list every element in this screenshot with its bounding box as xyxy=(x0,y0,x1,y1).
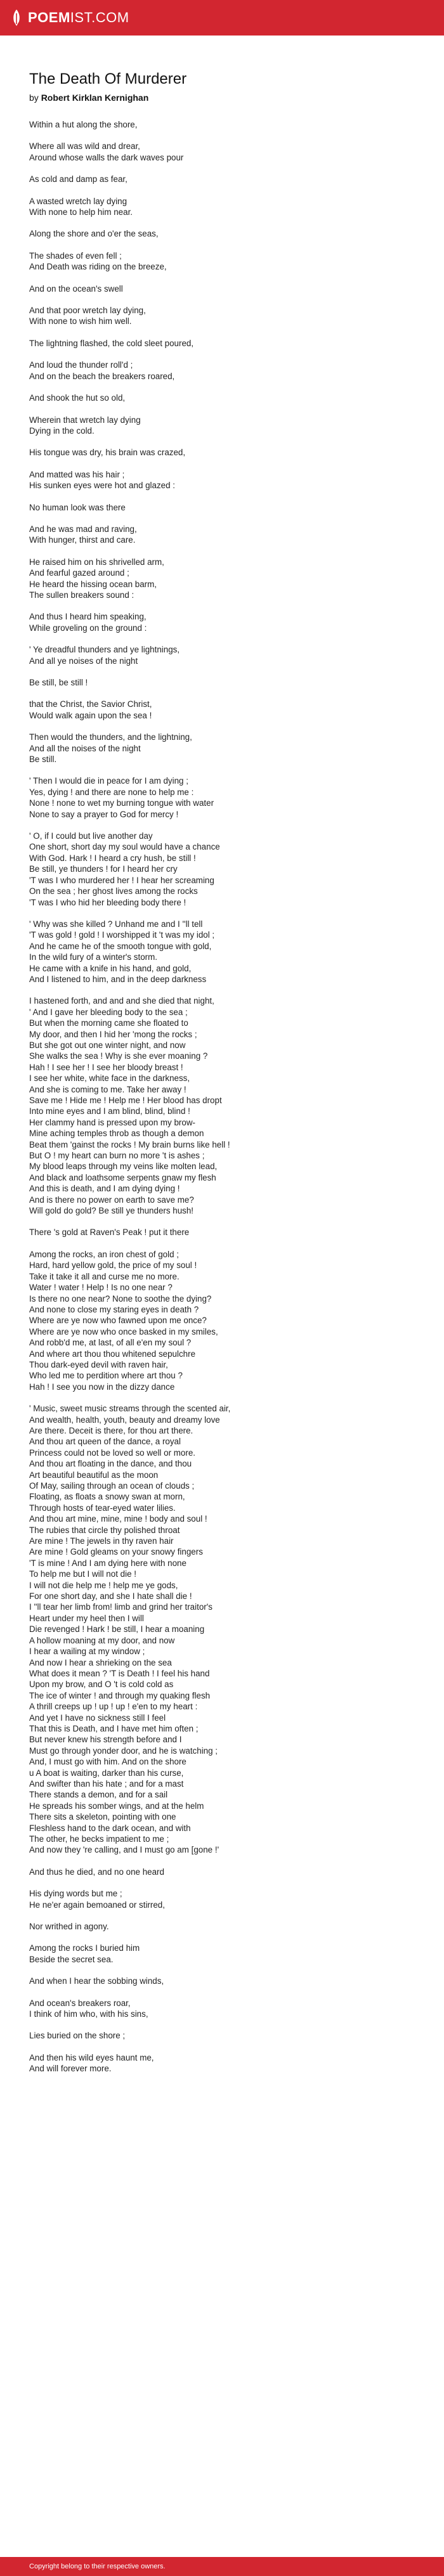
poem-line: With none to help him near. xyxy=(29,207,133,217)
stanza xyxy=(29,1921,415,1932)
poem-line: And none to close my staring eyes in death ? xyxy=(29,1304,199,1314)
stanza xyxy=(29,831,415,908)
poem-line: And where art thou thou whitened sepulchre xyxy=(29,1349,196,1359)
poem-line: Hah ! I see you now in the dizzy dance xyxy=(29,1382,175,1392)
stanza xyxy=(29,502,415,513)
poem-line: None ! none to wet my burning tongue with water xyxy=(29,798,214,808)
poem-line: Among the rocks, an iron chest of gold ; xyxy=(29,1249,179,1259)
poem-line: Take it take it all and curse me no more. xyxy=(29,1271,180,1281)
poem-line: Hah ! I see her ! I see her bloody breast ! xyxy=(29,1062,183,1072)
poem-line: And I listened to him, and in the deep darkness xyxy=(29,974,207,984)
poem-line: Through hosts of tear-eyed water lilies. xyxy=(29,1503,176,1513)
poem-line: And now I hear a shrieking on the sea xyxy=(29,1657,172,1667)
poem-line: With God. Hark ! I heard a cry hush, be still ! xyxy=(29,853,196,863)
poem-line: Is there no one near? None to soothe the dying? xyxy=(29,1293,212,1304)
poem-line: Are there. Deceit is there, for thou art there. xyxy=(29,1425,193,1435)
poem-line: Are mine ! The jewels in thy raven hair xyxy=(29,1536,174,1546)
poem-line: And thou art queen of the dance, a royal xyxy=(29,1437,181,1447)
poem-line: And on the ocean's swell xyxy=(29,283,123,294)
poem-line: I hear a wailing at my window ; xyxy=(29,1647,145,1657)
stanza xyxy=(29,338,415,349)
poem-line: Into mine eyes and I am blind, blind, blind ! xyxy=(29,1106,190,1116)
stanza xyxy=(29,469,415,491)
poem-line: And she is coming to me. Take her away ! xyxy=(29,1084,186,1094)
stanza xyxy=(29,995,415,1216)
poem-line: Along the shore and o'er the seas, xyxy=(29,229,159,239)
poem-line: And robb'd me, at last, of all e'en my soul ? xyxy=(29,1338,192,1348)
poem-line: Her clammy hand is pressed upon my brow- xyxy=(29,1117,195,1127)
poem-line: And shook the hut so old, xyxy=(29,393,126,403)
poem-line: Wherein that wretch lay dying xyxy=(29,415,141,425)
stanza xyxy=(29,119,415,130)
poem-line: Be still. xyxy=(29,754,57,765)
poem-line: u A boat is waiting, darker than his curse, xyxy=(29,1768,184,1778)
stanza xyxy=(29,644,415,666)
poem-line: Floating, as floats a snowy swan at morn, xyxy=(29,1492,185,1502)
stanza xyxy=(29,1888,415,1910)
poem-line: There stands a demon, and for a sail xyxy=(29,1790,168,1800)
poem-line: And yet I have no sickness still I feel xyxy=(29,1712,166,1723)
poem-line: And all ye noises of the night xyxy=(29,656,138,666)
poem-line: But never knew his strength before and I xyxy=(29,1735,182,1745)
poem-line: He spreads his somber wings, and at the helm xyxy=(29,1801,204,1811)
stanza xyxy=(29,1943,415,1965)
poem-line: To help me but I will not die ! xyxy=(29,1569,136,1579)
poem-line: But when the morning came she floated to xyxy=(29,1018,188,1028)
author-name: Robert Kirklan Kernighan xyxy=(41,93,149,103)
copyright-text: Copyright belong to their respective owners. xyxy=(29,2563,166,2570)
footer xyxy=(0,2557,444,2576)
poem-line: Must go through yonder door, and he is watching ; xyxy=(29,1745,218,1756)
poem-line: Around whose walls the dark waves pour xyxy=(29,152,184,162)
poem-line: 'T was I who murdered her ! I hear her screaming xyxy=(29,875,214,885)
poem-line: That this is Death, and I have met him often ; xyxy=(29,1723,199,1733)
stanza xyxy=(29,524,415,546)
poem-line: There 's gold at Raven's Peak ! put it there xyxy=(29,1227,190,1238)
stanza xyxy=(29,283,415,294)
poem-line: The sullen breakers sound : xyxy=(29,590,134,600)
stanza xyxy=(29,141,415,163)
poem-line: Thou dark-eyed devil with raven hair, xyxy=(29,1359,168,1369)
poem-line: ' Why was she killed ? Unhand me and I ''ll tell xyxy=(29,919,203,929)
stanza xyxy=(29,1976,415,1986)
poem-line: Yes, dying ! and there are none to help me : xyxy=(29,787,194,797)
poem-line: Where are ye now who fawned upon me once? xyxy=(29,1316,207,1326)
poem-line: My door, and then I hid her 'mong the rocks ; xyxy=(29,1029,197,1039)
poem-line: Nor writhed in agony. xyxy=(29,1922,109,1932)
stanza xyxy=(29,415,415,437)
poem-line: 'T was gold ! gold ! I worshipped it 't was my idol ; xyxy=(29,930,215,940)
quill-pen-icon xyxy=(10,9,23,27)
stanza xyxy=(29,196,415,218)
stanza xyxy=(29,1867,415,1877)
poem-line: ' Ye dreadful thunders and ye lightnings, xyxy=(29,645,180,655)
by-label: by xyxy=(29,93,39,103)
poem-line: Where are ye now who once basked in my smiles, xyxy=(29,1326,218,1337)
poem-line: He ne'er again bemoaned or stirred, xyxy=(29,1900,165,1910)
poem-line: His tongue was dry, his brain was crazed, xyxy=(29,448,186,458)
poem-line: 'T was I who hid her bleeding body there ! xyxy=(29,897,186,907)
poem-line: As cold and damp as fear, xyxy=(29,174,127,184)
poem-line: Upon my brow, and O 't is cold cold as xyxy=(29,1680,174,1690)
poem-line: I see her white, white face in the darkness, xyxy=(29,1073,190,1084)
poem-line: His sunken eyes were hot and glazed : xyxy=(29,481,176,491)
poem-line: A thrill creeps up ! up ! up ! e'en to my heart : xyxy=(29,1702,198,1712)
poem-line: And thus he died, and no one heard xyxy=(29,1867,164,1877)
poem-line: Dying in the cold. xyxy=(29,425,95,436)
poem-line: Then would the thunders, and the lightning, xyxy=(29,732,192,742)
poem-line: I hastened forth, and and and she died that night, xyxy=(29,996,214,1006)
stanza xyxy=(29,611,415,633)
poem-line: And wealth, health, youth, beauty and dreamy love xyxy=(29,1414,220,1425)
stanza xyxy=(29,919,415,985)
poem-line: 'T is mine ! And I am dying here with none xyxy=(29,1558,186,1568)
poem-line: Who led me to perdition where art thou ? xyxy=(29,1371,183,1381)
poem-line: One short, short day my soul would have a chance xyxy=(29,842,220,852)
poem-line: And when I hear the sobbing winds, xyxy=(29,1976,164,1986)
stanza xyxy=(29,775,415,820)
logo-text xyxy=(28,10,129,26)
stanza xyxy=(29,732,415,765)
poem-line: And all the noises of the night xyxy=(29,743,141,753)
poem-line: Heart under my heel then I will xyxy=(29,1613,144,1623)
logo-text-strong: POEM xyxy=(28,10,70,25)
poem-line: Fleshless hand to the dark ocean, and with xyxy=(29,1823,191,1833)
poem-line: ' Music, sweet music streams through the scented air, xyxy=(29,1404,231,1414)
byline xyxy=(29,93,415,103)
stanza xyxy=(29,2030,415,2041)
stanza xyxy=(29,557,415,601)
poem-line: And thou art floating in the dance, and thou xyxy=(29,1459,192,1469)
poem-line: And loud the thunder roll'd ; xyxy=(29,360,133,370)
poem-line: Die revenged ! Hark ! be still, I hear a moaning xyxy=(29,1624,205,1634)
poem-line: Will gold do gold? Be still ye thunders hush! xyxy=(29,1206,194,1216)
poem-line: And matted was his hair ; xyxy=(29,469,125,479)
poem-line: What does it mean ? 'T is Death ! I feel his hand xyxy=(29,1668,210,1678)
stanza xyxy=(29,677,415,688)
poem-line: For one short day, and she I hate shall die ! xyxy=(29,1591,192,1602)
poem-line: ' O, if I could but live another day xyxy=(29,831,153,841)
poem-line: On the sea ; her ghost lives among the rocks xyxy=(29,886,198,896)
stanza xyxy=(29,2052,415,2074)
poem-line: Princess could not be loved so well or more. xyxy=(29,1447,195,1458)
stanza xyxy=(29,1227,415,1238)
poem-line: And fearful gazed around ; xyxy=(29,568,129,578)
poem-line: With none to wish him well. xyxy=(29,316,132,327)
poem-line: And, I must go with him. And on the shore xyxy=(29,1757,186,1767)
poem-line: He came with a knife in his hand, and gold, xyxy=(29,963,192,973)
stanza xyxy=(29,1998,415,2020)
poem-line: Would walk again upon the sea ! xyxy=(29,710,152,720)
poem-line: The other, he becks impatient to me ; xyxy=(29,1834,169,1844)
stanza xyxy=(29,305,415,327)
poem-line: The shades of even fell ; xyxy=(29,250,122,261)
stanza xyxy=(29,174,415,184)
poem-line: I ''ll tear her limb from! limb and grind her traitor's xyxy=(29,1602,212,1612)
poem-line: He heard the hissing ocean barm, xyxy=(29,579,157,589)
poem-line: While groveling on the ground : xyxy=(29,623,147,633)
poem-line: Hard, hard yellow gold, the price of my soul ! xyxy=(29,1260,197,1271)
stanza xyxy=(29,1403,415,1856)
poem-line: The ice of winter ! and through my quaking flesh xyxy=(29,1690,211,1700)
poem-line: ' Then I would die in peace for I am dying ; xyxy=(29,776,188,786)
poem-line: And will forever more. xyxy=(29,2064,112,2074)
poem-line: Be still, be still ! xyxy=(29,678,88,687)
poem-line: Among the rocks I buried him xyxy=(29,1943,140,1953)
poem-line: A hollow moaning at my door, and now xyxy=(29,1635,175,1645)
poem-line: And is there no power on earth to save me? xyxy=(29,1194,194,1205)
poem-line: Mine aching temples throb as though a demon xyxy=(29,1129,204,1139)
stanza xyxy=(29,359,415,382)
poem-line: And he was mad and raving, xyxy=(29,524,137,534)
poem-body xyxy=(29,119,415,2074)
poem-line: Beat them 'gainst the rocks ! My brain burns like hell ! xyxy=(29,1139,230,1149)
poem-line: But she got out one winter night, and now xyxy=(29,1040,186,1050)
poem-line: His dying words but me ; xyxy=(29,1889,122,1899)
stanza xyxy=(29,392,415,403)
poem-line: And he came he of the smooth tongue with gold, xyxy=(29,941,212,951)
stanza xyxy=(29,699,415,721)
site-logo[interactable] xyxy=(10,9,129,27)
poem-line: Where all was wild and drear, xyxy=(29,141,140,152)
poem-line: My blood leaps through my veins like molten lead, xyxy=(29,1162,218,1172)
top-bar xyxy=(0,0,444,36)
poem-line: A wasted wretch lay dying xyxy=(29,196,127,206)
poem-line: And thou art mine, mine, mine ! body and soul ! xyxy=(29,1514,207,1524)
poem-line: There sits a skeleton, pointing with one xyxy=(29,1812,176,1822)
poem-line: None to say a prayer to God for mercy ! xyxy=(29,809,179,819)
poem-line: Be still, ye thunders ! for I heard her cry xyxy=(29,864,178,874)
poem-content xyxy=(0,36,444,2557)
poem-line: The lightning flashed, the cold sleet poured, xyxy=(29,338,194,348)
logo-text-light: IST.COM xyxy=(70,10,129,25)
poem-line: With hunger, thirst and care. xyxy=(29,535,136,545)
poem-line: Art beautiful beautiful as the moon xyxy=(29,1470,159,1480)
poem-line: And Death was riding on the breeze, xyxy=(29,262,167,272)
poem-line: And swifter than his hate ; and for a mast xyxy=(29,1778,184,1789)
poem-line: I think of him who, with his sins, xyxy=(29,2009,148,2019)
poem-line: And black and loathsome serpents gnaw my flesh xyxy=(29,1172,216,1182)
poem-line: He raised him on his shrivelled arm, xyxy=(29,557,164,567)
stanza xyxy=(29,250,415,273)
poem-line: And now they 're calling, and I must go am [gone !' xyxy=(29,1845,219,1855)
poem-line: that the Christ, the Savior Christ, xyxy=(29,699,152,709)
poem-line: And this is death, and I am dying dying ! xyxy=(29,1184,180,1194)
poem-line: ' And I gave her bleeding body to the sea ; xyxy=(29,1007,188,1017)
poem-line: And then his wild eyes haunt me, xyxy=(29,2052,154,2062)
poem-line: In the wild fury of a winter's storm. xyxy=(29,952,157,962)
poem-line: And ocean's breakers roar, xyxy=(29,1998,131,2008)
poem-line: The rubies that circle thy polished throat xyxy=(29,1525,180,1535)
poem-line: Of May, sailing through an ocean of clouds ; xyxy=(29,1481,195,1491)
stanza xyxy=(29,228,415,239)
poem-line: Beside the secret sea. xyxy=(29,1954,114,1964)
poem-line: She walks the sea ! Why is she ever moaning ? xyxy=(29,1051,208,1061)
stanza xyxy=(29,447,415,458)
poem-line: Are mine ! Gold gleams on your snowy fingers xyxy=(29,1547,203,1557)
poem-line: Lies buried on the shore ; xyxy=(29,2031,126,2041)
poem-title: The Death Of Murderer xyxy=(29,70,187,87)
poem-line: And that poor wretch lay dying, xyxy=(29,306,146,316)
poem-line: I will not die help me ! help me ye gods, xyxy=(29,1580,178,1590)
poem-line: No human look was there xyxy=(29,502,126,512)
poem-line: And on the beach the breakers roared, xyxy=(29,371,175,381)
poem-line: And thus I heard him speaking, xyxy=(29,612,147,622)
poem-line: Save me ! Hide me ! Help me ! Her blood has dropt xyxy=(29,1096,222,1105)
poem-line: But O ! my heart can burn no more 't is ashes ; xyxy=(29,1151,205,1161)
poem-line: Within a hut along the shore, xyxy=(29,120,138,129)
poem-line: Water ! water ! Help ! Is no one near ? xyxy=(29,1283,173,1293)
stanza xyxy=(29,1249,415,1392)
